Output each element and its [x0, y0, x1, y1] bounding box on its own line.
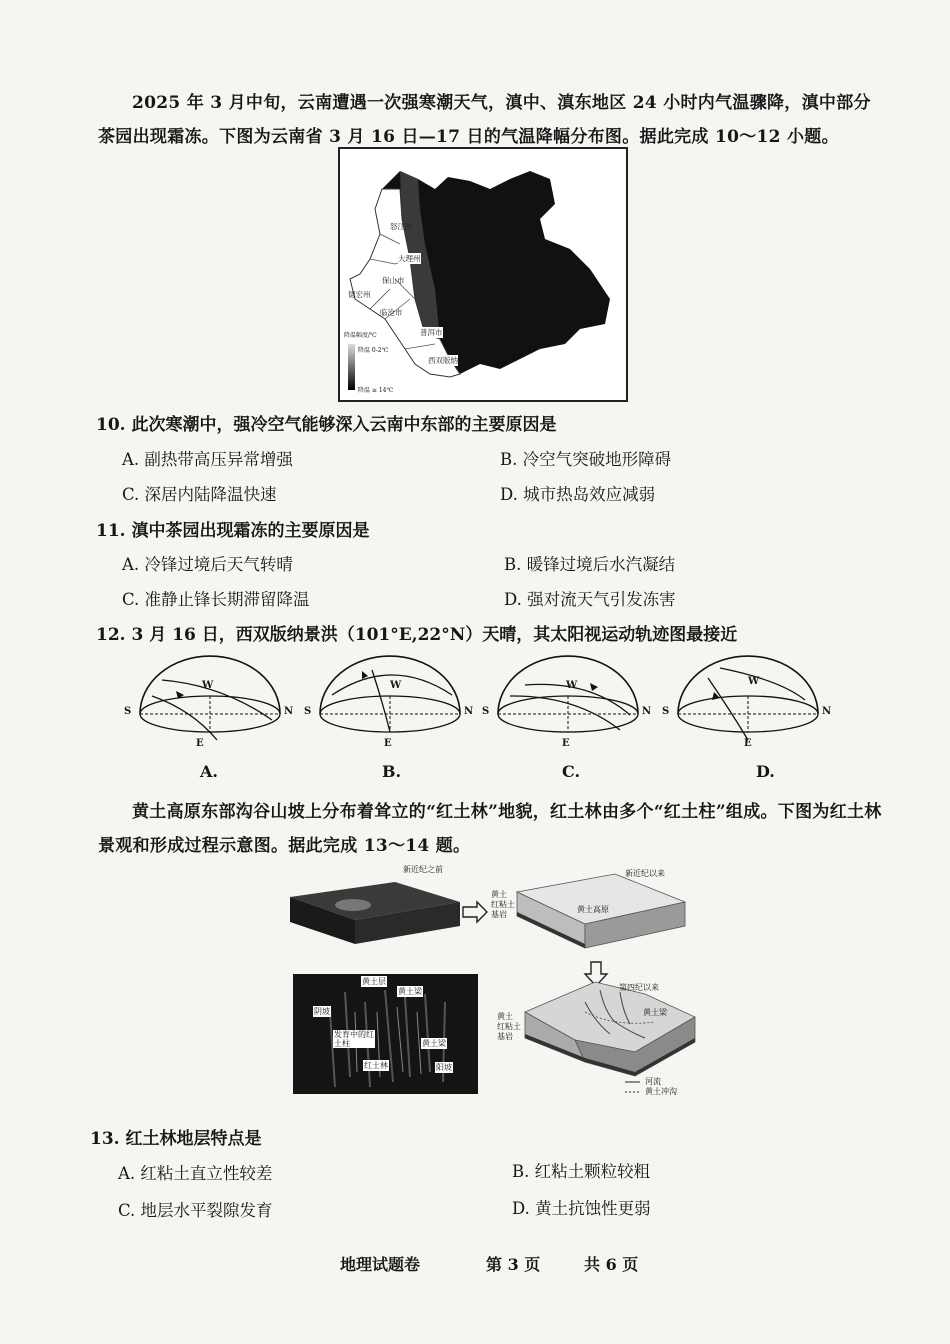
question-11-stem: 11. 滇中茶园出现霜冻的主要原因是 — [96, 521, 370, 541]
map-legend-low: 降温 0-2℃ — [358, 347, 389, 354]
sun-path-label-c: C. — [562, 762, 581, 781]
map-city-label: 临沧市 — [380, 308, 403, 317]
question-11-option-b[interactable]: B. 暖锋过境后水汽凝结 — [504, 555, 676, 574]
stage-label-since-neogene: 新近纪以来 — [625, 869, 665, 878]
map-city-label: 德宏州 — [348, 290, 371, 299]
map-legend-title: 降温幅度/℃ — [344, 332, 377, 339]
question-13-option-b[interactable]: B. 红粘土颗粒较粗 — [512, 1162, 651, 1181]
photo-label: 黄土梁 — [422, 1039, 446, 1048]
question-10-option-c[interactable]: C. 深居内陆降温快速 — [122, 485, 277, 504]
intro-paragraph-2 — [98, 795, 898, 863]
sun-path-diagram-b[interactable]: S N W E — [302, 650, 477, 780]
question-11-option-c[interactable]: C. 准静止锋长期滞留降温 — [122, 590, 310, 609]
photo-label: 黄土层 — [362, 977, 386, 986]
map-city-label: 普洱市 — [420, 328, 443, 337]
photo-label: 发育中的红土柱 — [334, 1030, 374, 1048]
loess-beam-label: 黄土梁 — [643, 1008, 667, 1017]
question-10-option-a[interactable]: A. 副热带高压异常增强 — [122, 450, 293, 469]
photo-label: 红土林 — [364, 1061, 388, 1070]
intro-text-2: 黄土高原东部沟谷山坡上分布着耸立的“红土林”地貌，红土林由多个“红土柱”组成。下图为红土林景观和形成过程示意图。据此完成 13～14 题。 — [98, 802, 882, 856]
legend-gradient-bar — [348, 344, 355, 390]
map-city-label: 大理州 — [398, 254, 421, 263]
question-10-stem: 10. 此次寒潮中，强冷空气能够深入云南中东部的主要原因是 — [96, 415, 557, 435]
legend-gully: 黄土冲沟 — [645, 1087, 677, 1096]
stage-label-before-neogene: 新近纪之前 — [403, 865, 443, 874]
layer-labels-stage2: 黄土 红粘土 基岩 — [491, 890, 515, 919]
intro-text-1: 2025 年 3 月中旬，云南遭遇一次强寒潮天气，滇中、滇东地区 24 小时内气温骤降，滇中部分茶园出现霜冻。下图为云南省 3 月 16 日—17 日的气温降幅分布图。据此完成 10～12 小题。 — [98, 93, 871, 147]
photo-label: 阳坡 — [436, 1063, 452, 1072]
sun-path-diagram-c[interactable]: S N W E — [480, 650, 655, 780]
legend-river: 河流 — [645, 1077, 661, 1086]
stage-label-since-quaternary: 第四纪以来 — [619, 983, 659, 992]
footer-total-pages: 共 6 页 — [584, 1255, 639, 1274]
question-10-option-d[interactable]: D. 城市热岛效应减弱 — [500, 485, 656, 504]
footer-subject: 地理试题卷 — [340, 1255, 421, 1274]
intro-paragraph-1 — [98, 86, 888, 154]
map-city-label: 西双版纳 — [428, 356, 458, 365]
question-13-option-a[interactable]: A. 红粘土直立性较差 — [118, 1164, 273, 1183]
map-city-label: 怒江州 — [390, 222, 413, 231]
sun-path-label-b: B. — [382, 762, 402, 781]
question-11-option-a[interactable]: A. 冷锋过境后天气转晴 — [122, 555, 293, 574]
question-11-option-d[interactable]: D. 强对流天气引发冻害 — [504, 590, 676, 609]
map-legend-high: 降温 ≥ 14℃ — [358, 387, 394, 394]
photo-label: 黄土梁 — [398, 987, 422, 996]
question-12-stem: 12. 3 月 16 日，西双版纳景洪（101°E,22°N）天晴，其太阳视运动轨迹图最接近 — [96, 625, 738, 645]
question-13-option-d[interactable]: D. 黄土抗蚀性更弱 — [512, 1199, 651, 1218]
photo-label: 阴坡 — [314, 1007, 330, 1016]
loess-plateau-label: 黄土高原 — [577, 905, 609, 914]
sun-path-diagram-d[interactable]: S N W E — [660, 650, 835, 780]
map-city-label: 保山市 — [382, 276, 405, 285]
question-13-stem: 13. 红土林地层特点是 — [90, 1129, 262, 1149]
footer-page-number: 第 3 页 — [486, 1255, 541, 1274]
layer-labels-stage3: 黄土 红粘土 基岩 — [497, 1012, 521, 1041]
sun-path-label-a: A. — [200, 762, 218, 781]
question-13-option-c[interactable]: C. 地层水平裂隙发育 — [118, 1201, 273, 1220]
sun-path-diagram-a[interactable]: S N W E — [122, 650, 297, 780]
red-soil-forest-figure — [285, 862, 715, 1097]
question-10-option-b[interactable]: B. 冷空气突破地形障碍 — [500, 450, 672, 469]
yunnan-cooling-map — [338, 147, 628, 402]
sun-path-label-d: D. — [756, 762, 775, 781]
